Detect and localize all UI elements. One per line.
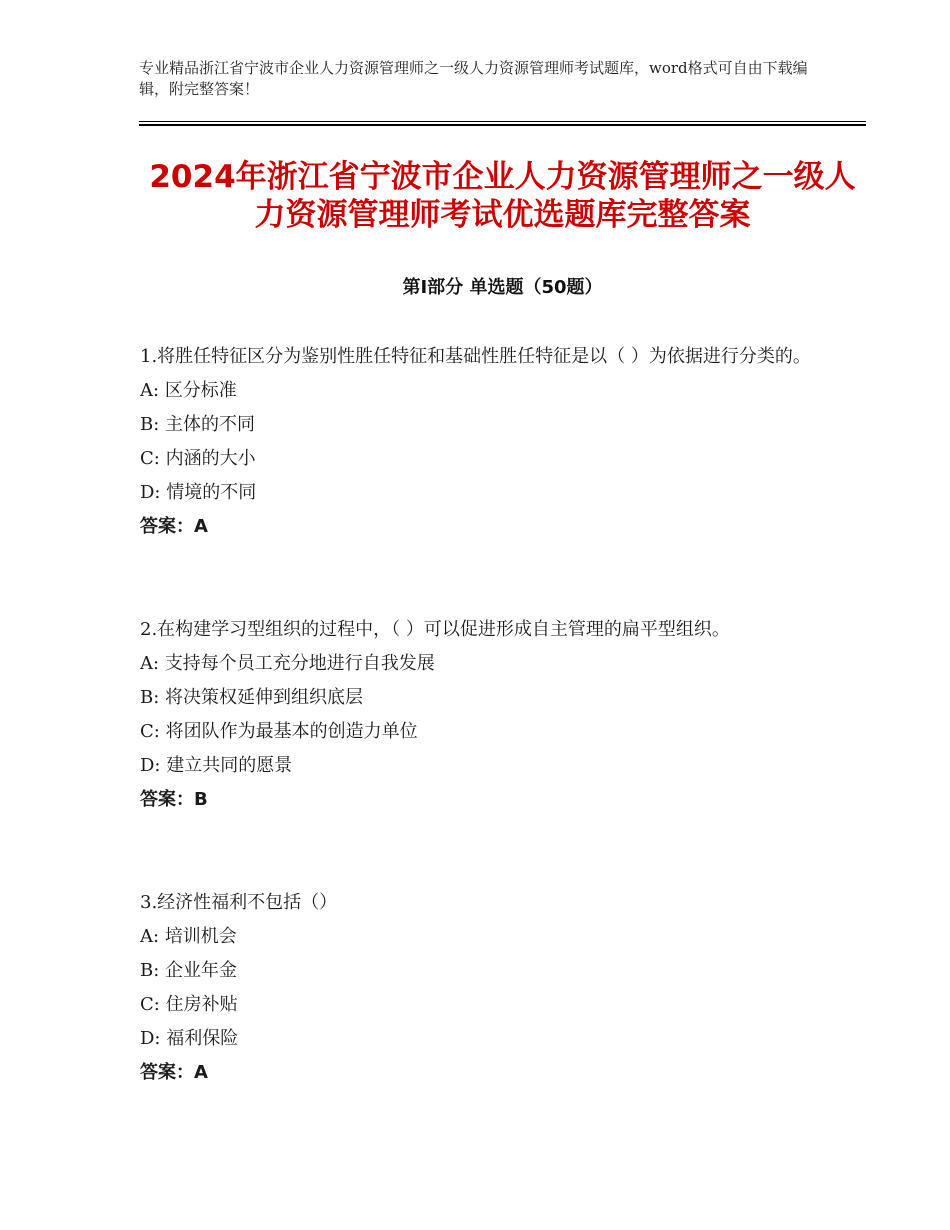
option-d <box>140 749 820 783</box>
option-letter: D: <box>140 755 161 776</box>
answer-line: 答案：A <box>140 1062 208 1083</box>
header-note: 专业精品浙江省宁波市企业人力资源管理师之一级人力资源管理师考试题库，word格式可自由下载编辑，附完整答案！ <box>139 59 808 98</box>
document-title: 2024年浙江省宁波市企业人力资源管理师之一级人力资源管理师考试优选题库完整答案 <box>149 159 856 233</box>
option-letter: A: <box>140 926 160 947</box>
option-text: 区分标准 <box>164 380 237 401</box>
option-text: 福利保险 <box>166 1028 239 1049</box>
answer-line: 答案：A <box>140 516 208 537</box>
option-text: 支持每个员工充分地进行自我发展 <box>164 653 435 674</box>
option-a <box>140 920 820 954</box>
option-c <box>140 715 820 749</box>
option-text: 主体的不同 <box>165 414 256 435</box>
option-letter: D: <box>140 1028 161 1049</box>
section-title: 第Ⅰ部分 单选题（50题） <box>402 277 603 298</box>
header-rule-thin <box>139 121 866 122</box>
option-b <box>140 408 820 442</box>
option-b <box>140 954 820 988</box>
question-1 <box>140 340 820 544</box>
option-text: 企业年金 <box>165 960 238 981</box>
option-letter: B: <box>140 960 160 981</box>
question-text: 3.经济性福利不包括（） <box>140 892 338 913</box>
question-text: 1.将胜任特征区分为鉴别性胜任特征和基础性胜任特征是以（ ）为依据进行分类的。 <box>140 346 811 367</box>
option-b <box>140 681 820 715</box>
option-d <box>140 476 820 510</box>
option-a <box>140 374 820 408</box>
option-letter: C: <box>140 994 160 1015</box>
option-letter: C: <box>140 448 160 469</box>
header-rule-thick <box>139 124 866 126</box>
option-text: 情境的不同 <box>166 482 257 503</box>
question-2 <box>140 613 820 817</box>
option-letter: A: <box>140 653 160 674</box>
option-d <box>140 1022 820 1056</box>
option-text: 将团队作为最基本的创造力单位 <box>165 721 418 742</box>
option-letter: C: <box>140 721 160 742</box>
option-c <box>140 442 820 476</box>
option-letter: B: <box>140 414 160 435</box>
question-3 <box>140 886 820 1090</box>
option-c <box>140 988 820 1022</box>
option-letter: A: <box>140 380 160 401</box>
option-text: 建立共同的愿景 <box>166 755 293 776</box>
answer-line: 答案：B <box>140 789 208 810</box>
option-text: 住房补贴 <box>165 994 238 1015</box>
option-text: 内涵的大小 <box>165 448 256 469</box>
option-a <box>140 647 820 681</box>
option-text: 将决策权延伸到组织底层 <box>165 687 364 708</box>
question-text: 2.在构建学习型组织的过程中，（ ）可以促进形成自主管理的扁平型组织。 <box>140 619 730 640</box>
option-letter: D: <box>140 482 161 503</box>
option-letter: B: <box>140 687 160 708</box>
option-text: 培训机会 <box>164 926 237 947</box>
